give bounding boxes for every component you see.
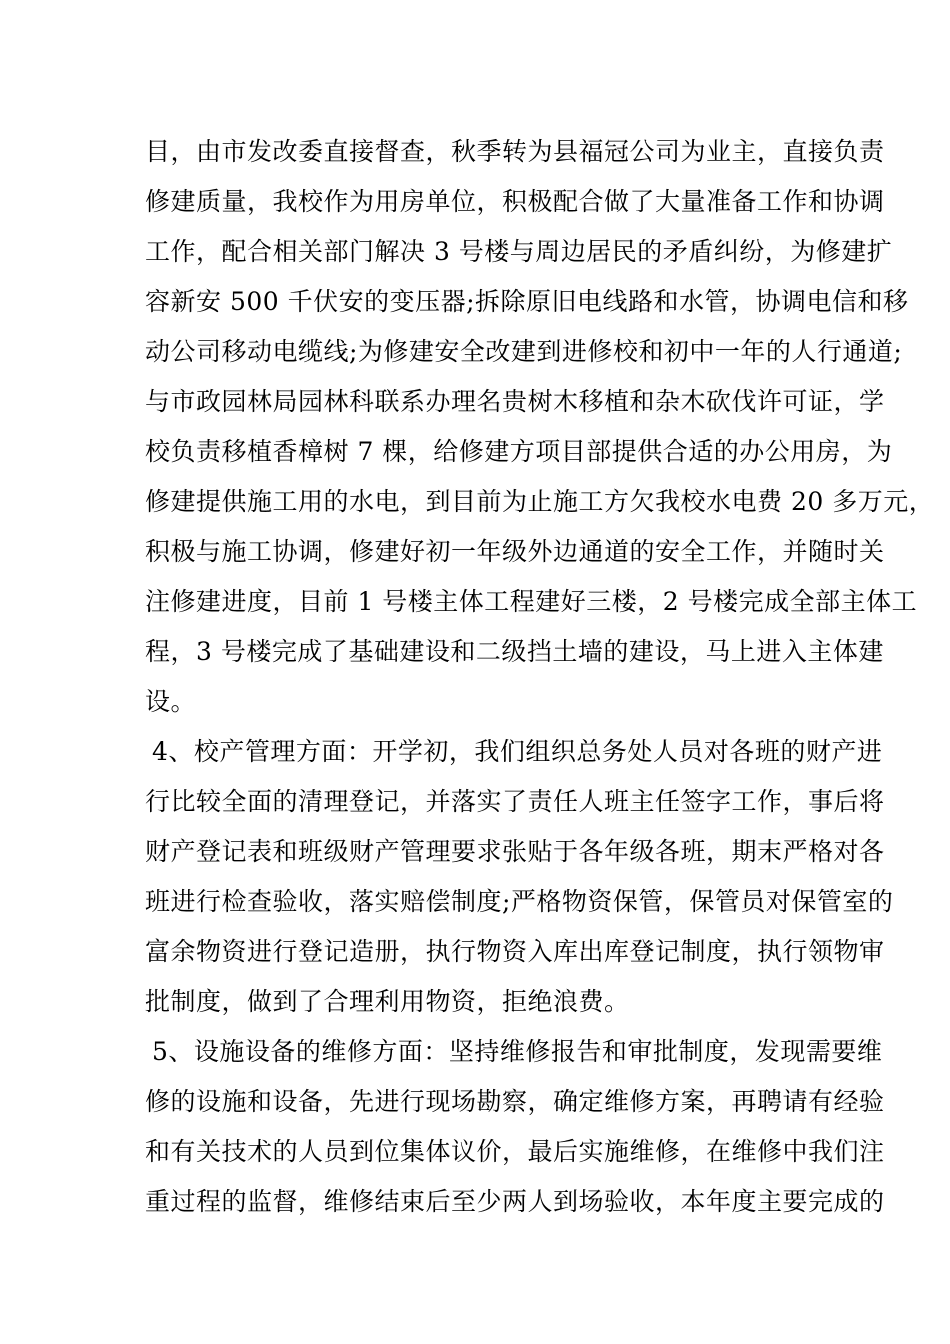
text-line: 修的设施和设备，先进行现场勘察，确定维修方案，再聘请有经验: [145, 1087, 885, 1116]
text-line: 动公司移动电缆线;为修建安全改建到进修校和初中一年的人行通道;: [145, 337, 903, 366]
text-line: 目，由市发改委直接督查，秋季转为县福冠公司为业主，直接负责: [145, 137, 885, 166]
section-heading-line: 5、设施设备的维修方面：坚持维修报告和审批制度，发现需要维: [152, 1037, 883, 1066]
text-line: 积极与施工协调，修建好初一年级外边通道的安全工作，并随时关: [145, 537, 885, 566]
text-line: 和有关技术的人员到位集体议价，最后实施维修，在维修中我们注: [145, 1137, 885, 1166]
text-line: 财产登记表和班级财产管理要求张贴于各年级各班，期末严格对各: [145, 837, 885, 866]
text-line: 设。: [145, 687, 197, 716]
text-line: 批制度，做到了合理利用物资，拒绝浪费。: [145, 987, 630, 1016]
text-line: 修建提供施工用的水电，到目前为止施工方欠我校水电费 20 多万元，: [145, 487, 935, 516]
text-line: 班进行检查验收，落实赔偿制度;严格物资保管，保管员对保管室的: [145, 887, 894, 916]
text-line: 修建质量，我校作为用房单位，积极配合做了大量准备工作和协调: [145, 187, 885, 216]
section-heading-line: 4、校产管理方面：开学初，我们组织总务处人员对各班的财产进: [152, 737, 883, 766]
text-line: 与市政园林局园林科联系办理名贵树木移植和杂木砍伐许可证，学: [145, 387, 885, 416]
text-line: 注修建进度，目前 1 号楼主体工程建好三楼，2 号楼完成全部主体工: [145, 587, 918, 616]
text-line: 工作，配合相关部门解决 3 号楼与周边居民的矛盾纠纷，为修建扩: [145, 237, 893, 266]
text-line: 程，3 号楼完成了基础建设和二级挡土墙的建设，马上进入主体建: [145, 637, 884, 666]
text-line: 富余物资进行登记造册，执行物资入库出库登记制度，执行领物审: [145, 937, 885, 966]
text-line: 行比较全面的清理登记，并落实了责任人班主任签字工作，事后将: [145, 787, 885, 816]
text-line: 容新安 500 千伏安的变压器;拆除原旧电线路和水管，协调电信和移: [145, 287, 909, 316]
text-line: 校负责移植香樟树 7 棵，给修建方项目部提供合适的办公用房，为: [145, 437, 893, 466]
text-line: 重过程的监督，维修结束后至少两人到场验收，本年度主要完成的: [145, 1187, 885, 1216]
